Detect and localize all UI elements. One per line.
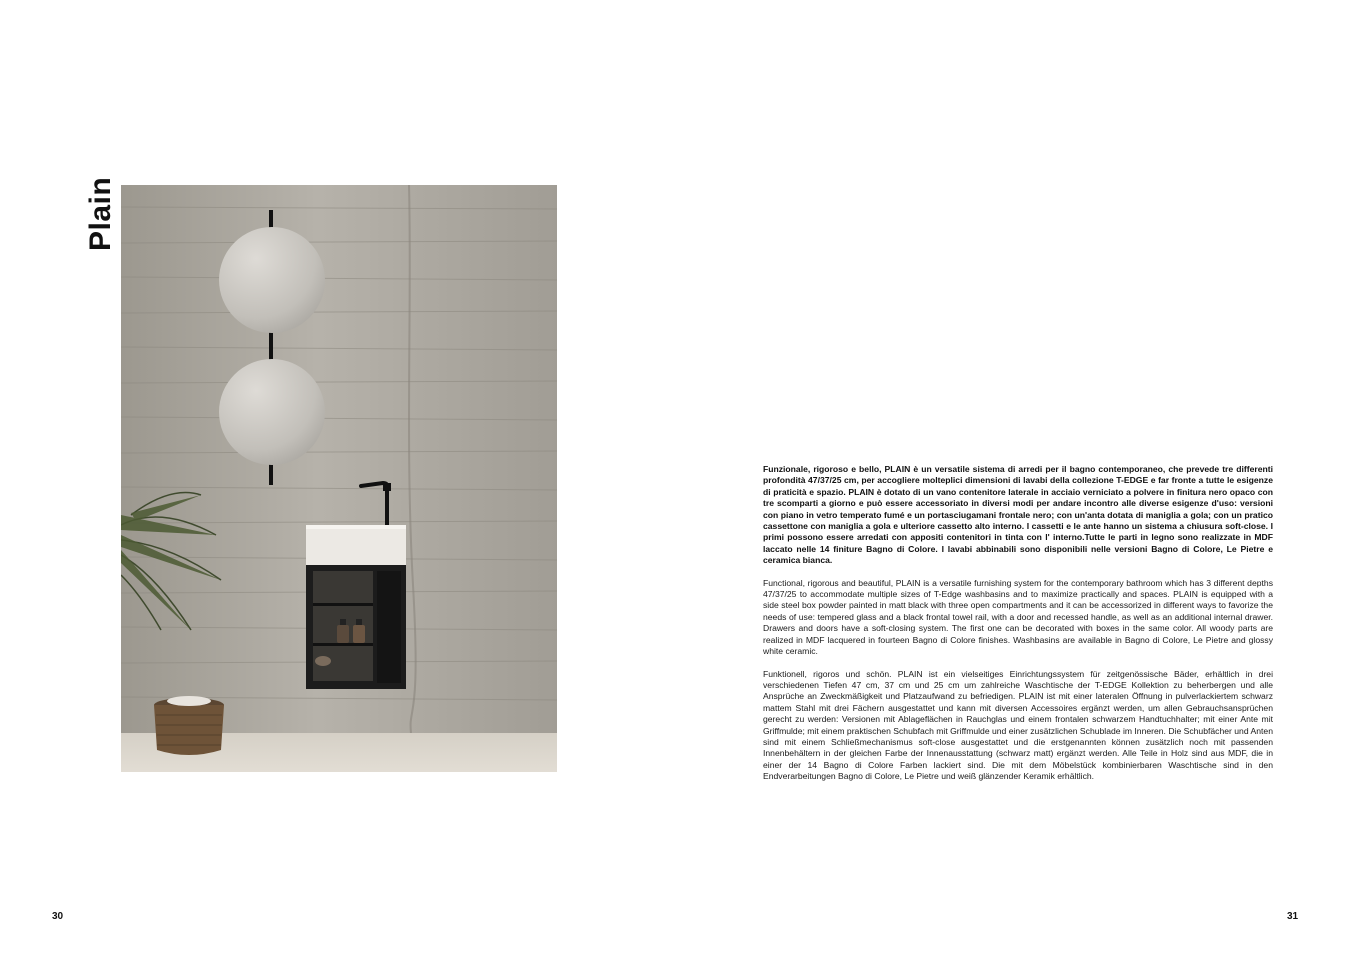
round-mirror-top bbox=[219, 227, 325, 333]
description-block bbox=[763, 464, 1273, 794]
collection-title-text: Plain bbox=[84, 176, 117, 251]
round-mirror-bottom bbox=[219, 359, 325, 465]
washbasin bbox=[306, 525, 406, 565]
description-german: Funktionell, rigoros und schön. PLAIN ist ein vielseitiges Einrichtungssystem für zeitgenössische Bäder, erhältlich in drei verschiedenen Tiefen 47 cm, 37 cm und 25 cm um zahlreiche Waschtische der T-EDGE Kollektion zu beherbergen und alle Ansprüche an Zweckmäßigkeit und Platzaufwand zu befriedigen. PLAIN ist mit einer lateralen Öffnung in pulverlackiertem schwarz mattem Stahl mit drei Fächern ausgestattet und kann mit diversen Accessoires ergänzt werden, um allen Gebrauchsansprüchen gerecht zu werden: Versionen mit Ablageflächen in Rauchglas und einem frontalen schwarzem Handtuchhalter; mit einer Ante mit Griffmulde; mit einem praktischen Schubfach mit Griffmulde und einer zusätzlichen Schublade im Inneren. Die Schubfächer und Anten sind mit einem Schließmechanismus soft-close ausgestattet und die erstgenannten können zusätzlich noch mit passenden Innenbehältern in der gleichen Farbe der Innenausstattung (schwarz matt) ergänzt werden. Alle Teile in Holz sind aus MDF, die in einer der 14 Bagno di Colore Farben lackiert sind. Die mit dem Möbelstück kombinierbaren Waschtische sind in den Endverarbeitungen Bagno di Colore, Le Pietre und weiß glänzender Keramik erhältlich. bbox=[763, 668, 1273, 782]
description-english: Functional, rigorous and beautiful, PLAIN is a versatile furnishing system for the contemporary bathroom which has 3 different depths 47/37/25 to accommodate multiple sizes of T-Edge washbasins and to maximize practically and spaces. PLAIN is equipped with a side steel box powder painted in matt black with three open compartments and it can be accessorized in different ways to favorize the needs of use: tempered glass and a black frontal towel rail, with a door and recessed handle, as well as an additional internal drawer. Drawers and doors have a soft-closing system. The first one can be decorated with boxes in the same color. All woody parts are realized in MDF lacquered in fourteen Bagno di Colore finishes. Washbasins are available in Bagno di Colore, Le Pietre and glossy white ceramic. bbox=[763, 577, 1273, 657]
description-italian: Funzionale, rigoroso e bello, PLAIN è un versatile sistema di arredi per il bagno contemporaneo, che prevede tre differenti profondità 47/37/25 cm, per accogliere molteplici dimensioni di lavabi della collezione T-EDGE e far fronte a tutte le esigenze di praticità e spazio. PLAIN è dotato di un vano contenitore laterale in acciaio verniciato a polvere in finitura nero opaco con tre scomparti a giorno e può essere accessoriato in diversi modi per andare incontro alle diverse esigenze d'uso: versioni con piano in vetro temperato fumé e un portasciugamani frontale nero; con un'anta dotata di maniglia a gola; con un pratico cassettone con maniglia a gola e ulteriore cassetto alto interno. I cassetti e le ante hanno un sistema a chiusura soft-close. I primi possono essere arredati con appositi contenitori in tinta con l' interno.Tutte le parti in legno sono realizzate in MDF laccato nelle 14 finiture Bagno di Colore. I lavabi abbinabili sono disponibili nelle versioni Bagno di Colore, Le Pietre e ceramica bianca. bbox=[763, 464, 1273, 566]
page-number-right: 31 bbox=[1287, 911, 1299, 922]
page-number-left: 30 bbox=[52, 911, 64, 922]
collection-title bbox=[78, 176, 118, 255]
right-page bbox=[678, 0, 1356, 959]
product-photo bbox=[121, 185, 557, 772]
wicker-basket bbox=[154, 705, 224, 755]
